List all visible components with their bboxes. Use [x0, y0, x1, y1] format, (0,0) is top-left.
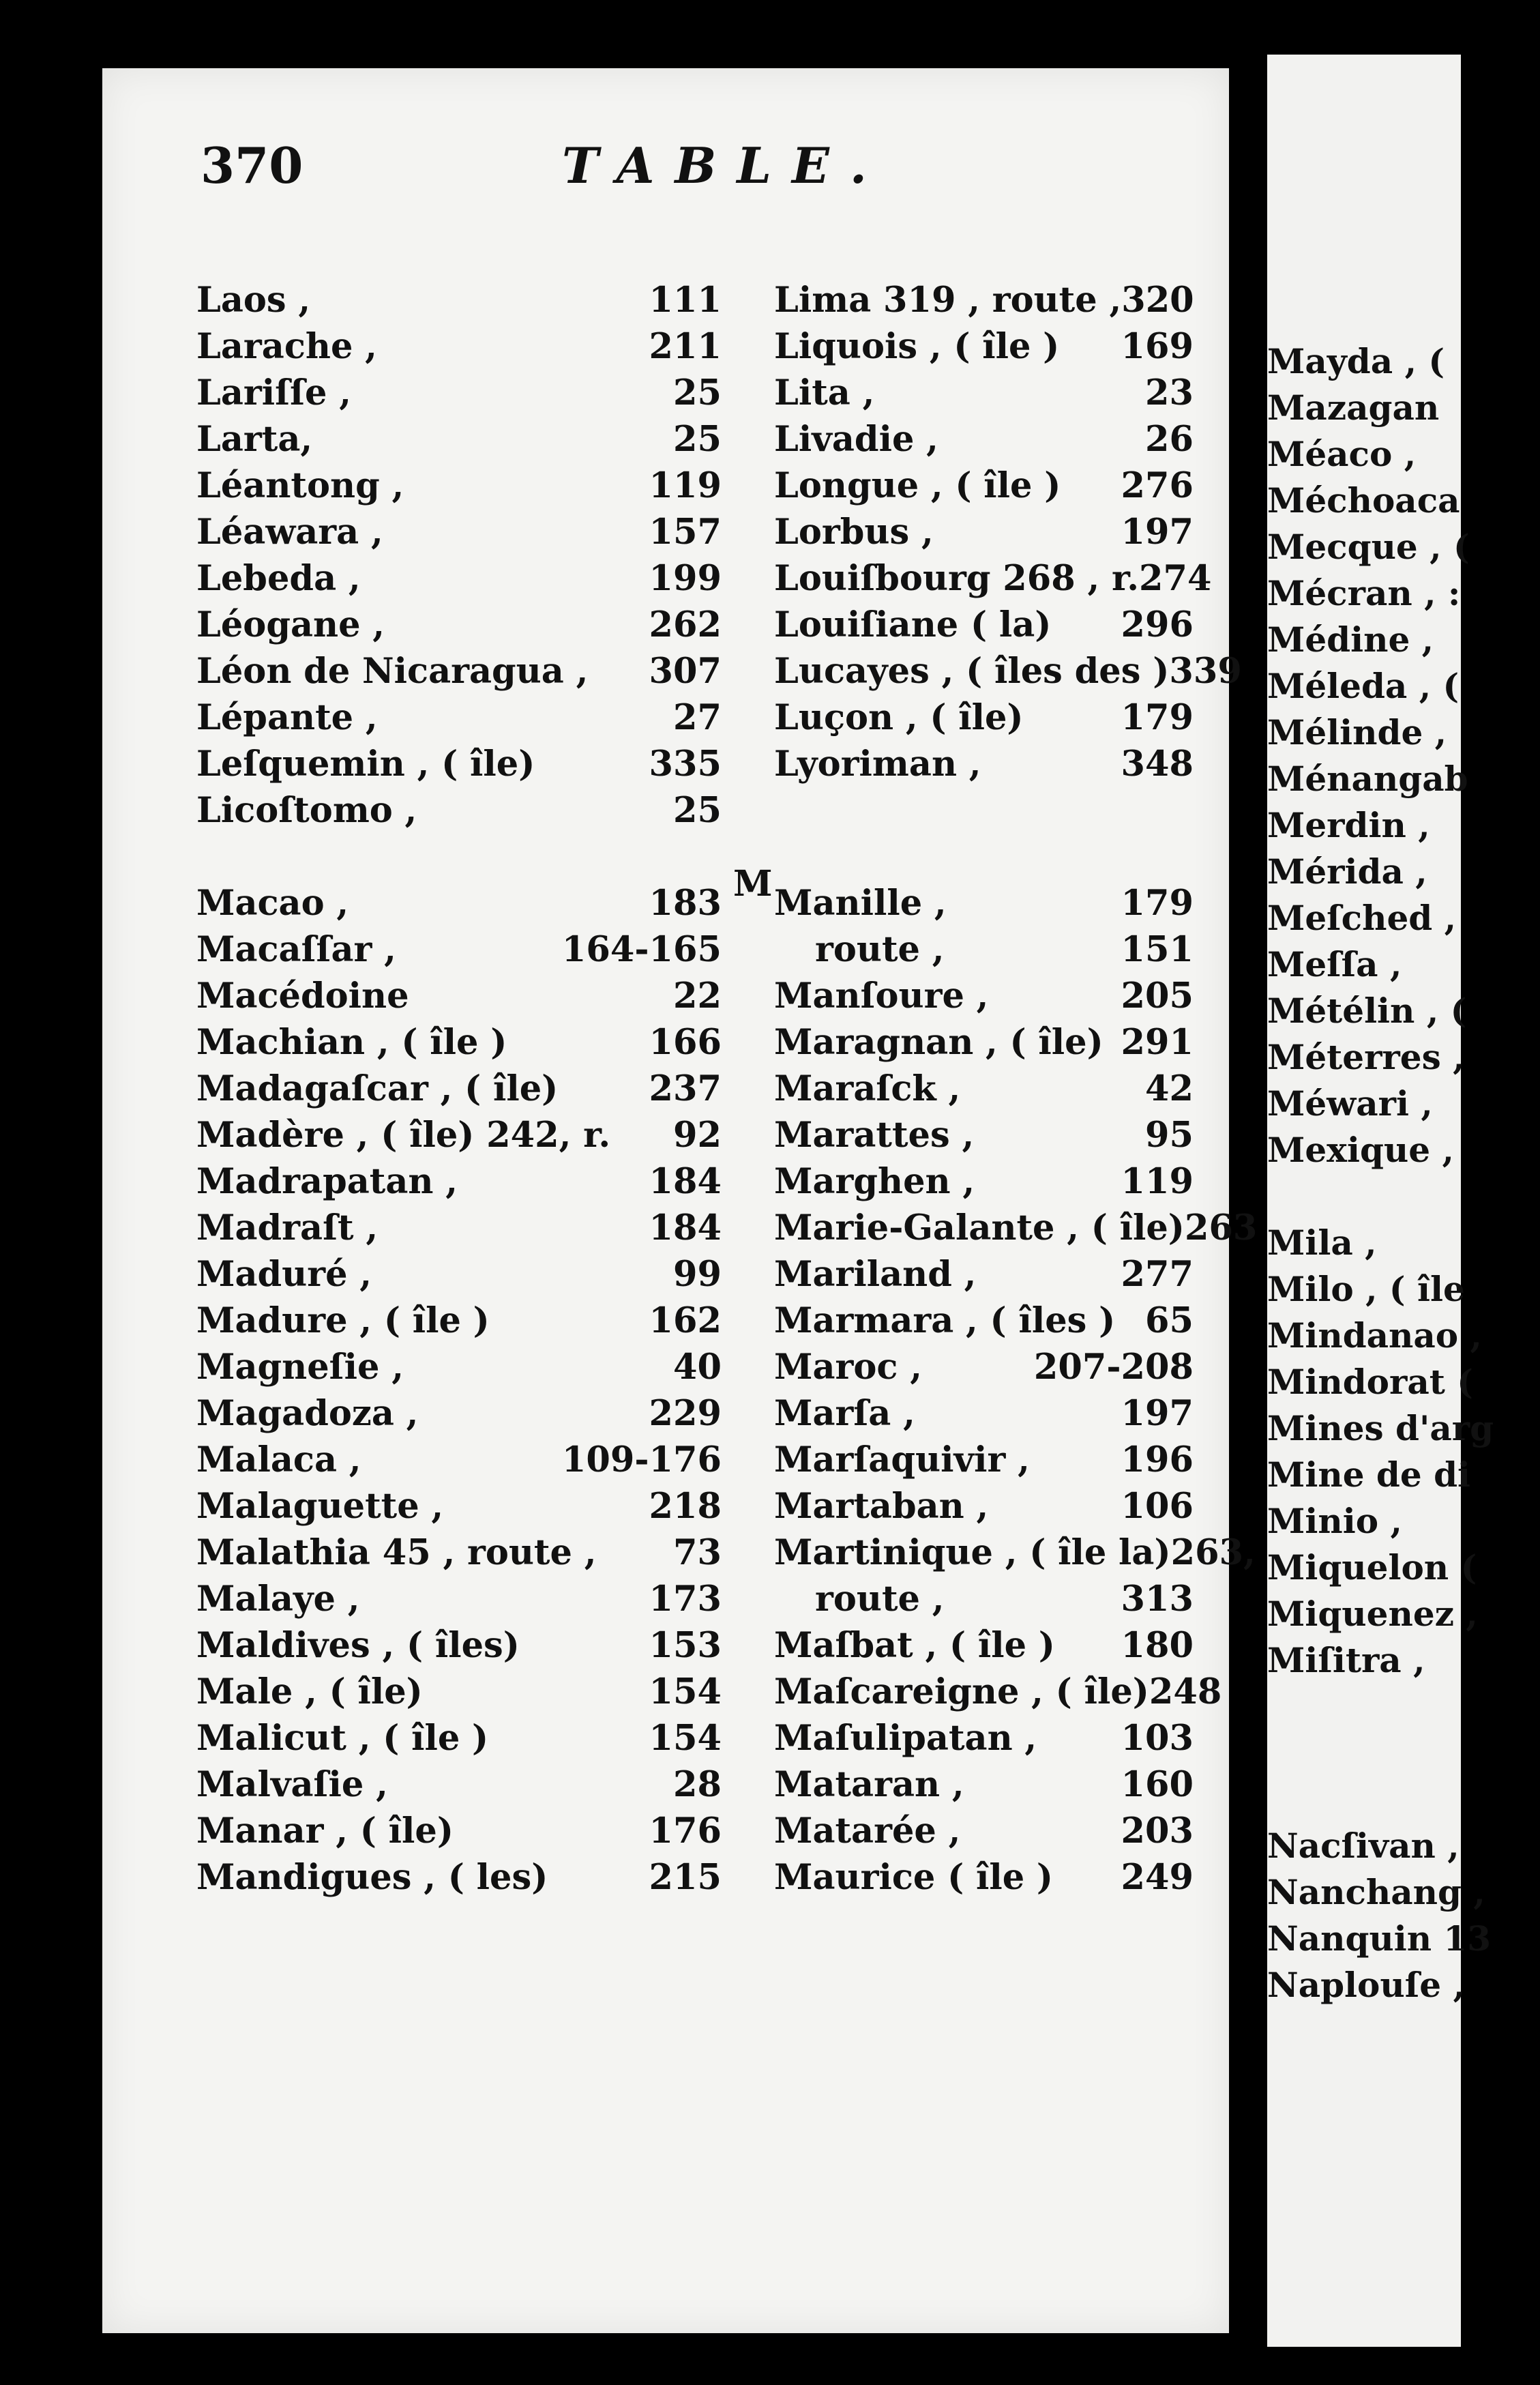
entry-page: 197	[1121, 512, 1194, 553]
index-entry	[774, 558, 1212, 604]
entry-name: Louiſbourg 268 , r.	[774, 558, 1139, 599]
entry-name: Méaco ,	[1267, 434, 1417, 474]
index-entry	[196, 697, 722, 744]
index-entry	[774, 1115, 1194, 1161]
index-entry	[774, 280, 1194, 326]
index-entry	[196, 1393, 722, 1439]
index-entry	[774, 1347, 1194, 1393]
entry-page: 23	[1145, 372, 1194, 413]
entry-name: Mecque , (	[1267, 527, 1470, 567]
index-entry	[196, 976, 722, 1022]
index-entry	[774, 1393, 1194, 1439]
entry-page: 197	[1121, 1393, 1194, 1434]
entry-page: 40	[673, 1347, 722, 1388]
entry-page: 313	[1121, 1579, 1194, 1620]
index-entry	[774, 419, 1194, 465]
entry-name: Marie-Galante , ( île)	[774, 1208, 1185, 1248]
entry-name: Malvaſie ,	[196, 1764, 388, 1805]
index-entry	[1267, 1037, 1540, 1083]
entry-name: Lebeda ,	[196, 558, 361, 599]
entry-name: Marattes ,	[774, 1115, 975, 1156]
entry-page: 207-208	[1033, 1347, 1194, 1388]
index-entry	[196, 419, 722, 465]
index-entry	[774, 1579, 1194, 1625]
right-column	[1267, 341, 1540, 2011]
entry-page: 25	[673, 790, 722, 831]
index-entry	[196, 1068, 722, 1115]
entry-page: 339	[1169, 651, 1242, 692]
entry-name: Madure , ( île )	[196, 1300, 490, 1341]
entry-name: Luçon , ( île)	[774, 697, 1024, 738]
index-entry	[774, 465, 1194, 512]
entry-page: 184	[649, 1208, 722, 1248]
entry-page: 229	[649, 1393, 722, 1434]
index-entry	[196, 1671, 722, 1718]
entry-page: 109-176	[561, 1439, 722, 1480]
entry-name: Macao ,	[196, 883, 349, 924]
index-entry	[774, 1811, 1194, 1857]
index-entry	[1267, 1315, 1540, 1362]
entry-page: 296	[1121, 604, 1194, 645]
entry-page: 103	[1121, 1718, 1194, 1759]
section-letter: M	[733, 863, 773, 905]
index-entry	[1267, 712, 1540, 759]
entry-name: Marſaquivir ,	[774, 1439, 1030, 1480]
entry-name: Lima 319 , route ,	[774, 280, 1122, 321]
entry-name: Leſquemin , ( île)	[196, 744, 535, 785]
index-entry	[1267, 480, 1540, 527]
entry-name: Maſbat , ( île )	[774, 1625, 1055, 1666]
blank-line	[1267, 1686, 1540, 1733]
entry-page: 119	[1121, 1161, 1194, 1202]
index-entry	[1267, 1408, 1540, 1454]
entry-page: 307	[649, 651, 722, 692]
entry-page: 157	[649, 512, 722, 553]
entry-page: 196	[1121, 1439, 1194, 1480]
entry-name: Maraſck ,	[774, 1068, 961, 1109]
index-entry	[196, 1300, 722, 1347]
entry-page: 237	[649, 1068, 722, 1109]
entry-page: 262	[649, 604, 722, 645]
entry-name: Mila ,	[1267, 1223, 1377, 1263]
index-entry	[196, 280, 722, 326]
index-entry	[196, 1579, 722, 1625]
index-entry	[774, 1625, 1194, 1671]
entry-page: 151	[1121, 929, 1194, 970]
index-entry	[196, 1161, 722, 1208]
entry-name: Lorbus ,	[774, 512, 934, 553]
entry-name: Léon de Nicaragua ,	[196, 651, 589, 692]
entry-page: 218	[649, 1486, 722, 1527]
entry-name: Laos ,	[196, 280, 311, 321]
entry-name: Marſa ,	[774, 1393, 915, 1434]
entry-page: 106	[1121, 1486, 1194, 1527]
entry-page: 249	[1121, 1857, 1194, 1898]
entry-name: Mine de di	[1267, 1454, 1471, 1495]
entry-page: 173	[649, 1579, 722, 1620]
left-column	[196, 280, 722, 1903]
entry-name: Malaca ,	[196, 1439, 361, 1480]
entry-name: Louiſiane ( la)	[774, 604, 1052, 645]
entry-page: 199	[649, 558, 722, 599]
entry-page: 22	[673, 976, 722, 1016]
index-entry	[196, 558, 722, 604]
index-entry	[774, 512, 1194, 558]
entry-page: 92	[673, 1115, 722, 1156]
entry-name: Nanchang ,	[1267, 1872, 1485, 1912]
entry-name: Manar , ( île)	[196, 1811, 454, 1852]
entry-page: 27	[673, 697, 722, 738]
index-entry	[774, 929, 1194, 976]
index-entry	[774, 372, 1194, 419]
entry-name: Matarée ,	[774, 1811, 961, 1852]
entry-name: Macaſſar ,	[196, 929, 396, 970]
index-entry	[196, 1764, 722, 1811]
entry-name: Lita ,	[774, 372, 875, 413]
entry-name: Malathia 45 , route ,	[196, 1532, 597, 1573]
index-entry	[774, 1208, 1258, 1254]
entry-name: Macédoine	[196, 976, 409, 1016]
index-entry	[1267, 1965, 1540, 2011]
index-entry	[1267, 434, 1540, 480]
entry-name: Manille ,	[774, 883, 947, 924]
entry-name: Maſcareigne , ( île)	[774, 1671, 1149, 1712]
index-entry	[1267, 341, 1540, 387]
blank-line	[1267, 1779, 1540, 1826]
index-entry	[774, 697, 1194, 744]
index-entry	[1267, 991, 1540, 1037]
index-entry	[196, 1718, 722, 1764]
index-entry	[774, 1254, 1194, 1300]
entry-page: 291	[1121, 1022, 1194, 1063]
index-entry	[1267, 759, 1540, 805]
blank-line	[1267, 1733, 1540, 1779]
index-entry	[196, 465, 722, 512]
entry-name: Nanquin 13	[1267, 1918, 1492, 1959]
entry-page: 180	[1121, 1625, 1194, 1666]
entry-name: Merdin ,	[1267, 805, 1430, 845]
entry-page: 42	[1145, 1068, 1194, 1109]
entry-name: Mazagan	[1267, 387, 1440, 428]
entry-name: Madraſt ,	[196, 1208, 379, 1248]
entry-name: Méwari ,	[1267, 1083, 1433, 1124]
entry-page: 277	[1121, 1254, 1194, 1295]
entry-name: Miſitra ,	[1267, 1640, 1425, 1680]
entry-page: 320	[1121, 280, 1194, 321]
entry-page: 248	[1149, 1671, 1222, 1712]
index-entry	[1267, 1918, 1540, 1965]
index-entry	[196, 651, 722, 697]
entry-name: Maurice ( île )	[774, 1857, 1054, 1898]
index-entry	[774, 976, 1194, 1022]
index-entry	[196, 1208, 722, 1254]
index-entry	[196, 790, 722, 836]
index-entry	[1267, 1594, 1540, 1640]
entry-name: Malicut , ( île )	[196, 1718, 489, 1759]
index-entry	[774, 1532, 1256, 1579]
entry-name: Liquois , ( île )	[774, 326, 1060, 367]
entry-name: route ,	[815, 929, 945, 970]
index-entry	[774, 1486, 1194, 1532]
index-entry	[1267, 527, 1540, 573]
entry-name: Livadie ,	[774, 419, 938, 460]
index-entry	[774, 1718, 1194, 1764]
entry-name: Mélinde ,	[1267, 712, 1447, 752]
entry-page: 160	[1121, 1764, 1194, 1805]
middle-column	[774, 280, 1258, 1903]
index-entry	[196, 326, 722, 372]
index-entry	[196, 604, 722, 651]
entry-name: Meſched ,	[1267, 898, 1457, 938]
entry-page: 276	[1121, 465, 1194, 506]
index-entry	[1267, 898, 1540, 944]
entry-name: Madagaſcar , ( île)	[196, 1068, 559, 1109]
index-entry	[774, 326, 1194, 372]
entry-name: Magadoza ,	[196, 1393, 419, 1434]
entry-name: Malaye ,	[196, 1579, 360, 1620]
entry-page: 179	[1121, 883, 1194, 924]
entry-name: Métélin , (	[1267, 991, 1467, 1031]
index-entry	[196, 512, 722, 558]
page-number: 370	[201, 136, 303, 194]
index-entry	[774, 1068, 1194, 1115]
entry-name: Milo , ( île	[1267, 1269, 1465, 1309]
entry-page: 215	[649, 1857, 722, 1898]
index-entry	[1267, 1269, 1540, 1315]
index-entry	[774, 1857, 1194, 1903]
index-entry	[196, 1486, 722, 1532]
entry-name: Larache ,	[196, 326, 377, 367]
entry-page: 263	[1184, 1208, 1258, 1248]
entry-name: Mariland ,	[774, 1254, 977, 1295]
entry-page: 183	[649, 883, 722, 924]
entry-name: Male , ( île)	[196, 1671, 423, 1712]
index-entry	[1267, 851, 1540, 898]
entry-name: Lépante ,	[196, 697, 378, 738]
entry-page: 153	[649, 1625, 722, 1666]
entry-page: 119	[649, 465, 722, 506]
index-entry	[1267, 1362, 1540, 1408]
index-entry	[196, 1115, 722, 1161]
index-entry	[196, 744, 722, 790]
entry-name: Méleda , (	[1267, 666, 1460, 706]
entry-name: Naplouſe ,	[1267, 1965, 1465, 2005]
entry-name: Minio ,	[1267, 1501, 1402, 1541]
entry-page: 348	[1121, 744, 1194, 785]
entry-name: Léogane ,	[196, 604, 385, 645]
index-entry	[1267, 573, 1540, 619]
entry-page: 162	[649, 1300, 722, 1341]
blank-line	[774, 790, 1194, 836]
entry-name: Méterres ,	[1267, 1037, 1465, 1077]
index-entry	[774, 1671, 1222, 1718]
entry-name: Lucayes , ( îles des )	[774, 651, 1170, 692]
entry-name: Marmara , ( îles )	[774, 1300, 1116, 1341]
index-entry	[196, 1811, 722, 1857]
page-header	[201, 136, 887, 194]
index-entry	[196, 1439, 722, 1486]
entry-name: Mataran ,	[774, 1764, 964, 1805]
entry-name: Miquelon (	[1267, 1547, 1477, 1587]
entry-name: Maragnan , ( île)	[774, 1022, 1104, 1063]
entry-page: 169	[1121, 326, 1194, 367]
index-entry	[1267, 387, 1540, 434]
entry-page: 179	[1121, 697, 1194, 738]
entry-page: 166	[649, 1022, 722, 1063]
index-entry	[774, 883, 1194, 929]
entry-name: Licoſtomo ,	[196, 790, 417, 831]
entry-page: 211	[649, 326, 722, 367]
index-entry	[774, 1764, 1194, 1811]
entry-name: Martaban ,	[774, 1486, 989, 1527]
index-entry	[1267, 1454, 1540, 1501]
entry-page: 205	[1121, 976, 1194, 1016]
entry-page: 184	[649, 1161, 722, 1202]
entry-page: 263,	[1170, 1532, 1256, 1573]
index-entry	[774, 744, 1194, 790]
entry-page: 26	[1145, 419, 1194, 460]
index-entry	[196, 1347, 722, 1393]
entry-name: Magneſie ,	[196, 1347, 404, 1388]
entry-name: Nacſivan ,	[1267, 1826, 1460, 1866]
entry-page: 95	[1145, 1115, 1194, 1156]
entry-name: Médine ,	[1267, 619, 1434, 660]
entry-name: Manſoure ,	[774, 976, 989, 1016]
entry-page: 25	[673, 419, 722, 460]
index-entry	[1267, 619, 1540, 666]
entry-name: Lariſſe ,	[196, 372, 351, 413]
entry-name: Miquenez ,	[1267, 1594, 1478, 1634]
index-entry	[1267, 1083, 1540, 1130]
index-entry	[196, 929, 722, 976]
entry-name: Mayda , (	[1267, 341, 1445, 381]
entry-page: 28	[673, 1764, 722, 1805]
index-entry	[774, 651, 1242, 697]
index-entry	[196, 1022, 722, 1068]
index-entry	[1267, 1640, 1540, 1686]
entry-name: Longue , ( île )	[774, 465, 1061, 506]
index-entry	[1267, 1501, 1540, 1547]
entry-name: Mérida ,	[1267, 851, 1427, 892]
entry-name: Martinique , ( île la)	[774, 1532, 1171, 1573]
entry-page: 164-165	[561, 929, 722, 970]
index-entry	[1267, 1223, 1540, 1269]
index-entry	[196, 1254, 722, 1300]
entry-name: Mécran , :	[1267, 573, 1461, 613]
index-entry	[1267, 944, 1540, 991]
index-entry	[1267, 1547, 1540, 1594]
entry-page: 111	[649, 280, 722, 321]
index-entry	[1267, 1130, 1540, 1176]
entry-name: Léantong ,	[196, 465, 404, 506]
entry-page: 65	[1145, 1300, 1194, 1341]
blank-line	[774, 836, 1194, 883]
entry-name: Madère , ( île) 242, r.	[196, 1115, 611, 1156]
entry-page: 73	[673, 1532, 722, 1573]
entry-page: 99	[673, 1254, 722, 1295]
entry-name: Maſulipatan ,	[774, 1718, 1037, 1759]
entry-name: Maldives , ( îles)	[196, 1625, 520, 1666]
entry-name: Léawara ,	[196, 512, 383, 553]
entry-name: Mindorat (	[1267, 1362, 1473, 1402]
entry-page: 154	[649, 1671, 722, 1712]
entry-name: Méchoaca	[1267, 480, 1460, 521]
entry-name: Mexique ,	[1267, 1130, 1454, 1170]
entry-name: Lyoriman ,	[774, 744, 981, 785]
index-entry	[196, 1625, 722, 1671]
entry-name: Mandigues , ( les)	[196, 1857, 548, 1898]
entry-name: Mindanao ,	[1267, 1315, 1482, 1356]
index-entry	[196, 1857, 722, 1903]
entry-page: 335	[649, 744, 722, 785]
index-entry	[196, 883, 722, 929]
entry-name: Larta,	[196, 419, 313, 460]
index-entry	[1267, 1872, 1540, 1918]
entry-name: Maduré ,	[196, 1254, 372, 1295]
right-page	[1267, 55, 1494, 2347]
entry-name: Madrapatan ,	[196, 1161, 458, 1202]
entry-name: Maroc ,	[774, 1347, 922, 1388]
index-entry	[774, 1161, 1194, 1208]
entry-name: Mines d'arg	[1267, 1408, 1494, 1448]
blank-line	[196, 836, 722, 883]
index-entry	[196, 372, 722, 419]
entry-name: route ,	[815, 1579, 945, 1620]
entry-name: Meſſa ,	[1267, 944, 1402, 984]
entry-page: 25	[673, 372, 722, 413]
index-entry	[196, 1532, 722, 1579]
entry-name: Machian , ( île )	[196, 1022, 507, 1063]
entry-name: Malaguette ,	[196, 1486, 444, 1527]
index-entry	[774, 1439, 1194, 1486]
entry-page: 154	[649, 1718, 722, 1759]
entry-name: Ménangab	[1267, 759, 1468, 799]
entry-name: Marghen ,	[774, 1161, 975, 1202]
blank-line	[1267, 1176, 1540, 1223]
index-entry	[1267, 805, 1540, 851]
index-entry	[1267, 1826, 1540, 1872]
entry-page: 203	[1121, 1811, 1194, 1852]
entry-page: 274	[1138, 558, 1212, 599]
index-entry	[774, 604, 1194, 651]
page-title: TABLE.	[562, 136, 887, 194]
entry-page: 176	[649, 1811, 722, 1852]
index-entry	[774, 1300, 1194, 1347]
index-entry	[774, 1022, 1194, 1068]
index-entry	[1267, 666, 1540, 712]
